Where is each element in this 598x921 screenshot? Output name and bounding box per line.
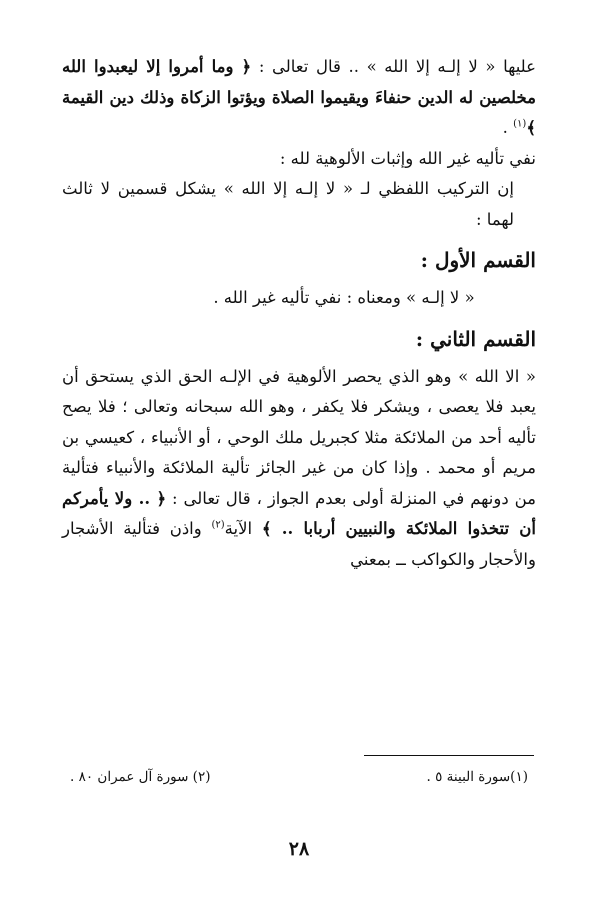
quran-verse-2: .. ولا يأمركم أن تتخذوا الملائكة والنبيين أربابا .. (62, 488, 536, 538)
paragraph-opening-end: . (502, 118, 514, 137)
quran-bracket-close: ﴾ (261, 519, 272, 538)
footnote-marker-1: (١) (513, 118, 527, 130)
footnote-divider (364, 755, 534, 756)
footnote-2: (٢) سورة آل عمران ٨٠ . (70, 769, 211, 785)
page-body (62, 52, 536, 575)
paragraph-opening (62, 52, 536, 144)
quran-bracket-open: ﴿ (241, 57, 252, 76)
page-number: ٢٨ (288, 838, 310, 860)
paragraph-structure: إن التركيب اللفظي لـ « لا إلـه إلا الله » يشكل قسمين لا ثالث لهما : (62, 179, 514, 229)
footnote-marker-2: (٢) (211, 519, 225, 531)
footnotes (62, 766, 536, 788)
footnote-1: (١)سورة البينة ٥ . (426, 769, 528, 785)
paragraph-part-two (62, 362, 536, 576)
quran-bracket-close: ﴾ (526, 118, 536, 137)
heading-part-one: القسم الأول : (420, 248, 536, 272)
quran-verse-1: وما أمروا إلا ليعبدوا الله مخلصين له الدين حنفاءَ ويقيموا الصلاة ويؤتوا الزكاة وذلك دين القيمة (62, 57, 536, 107)
paragraph-part-two-end: واذن فتألية الأشجار والأحجار والكواكب ــ بمعني (62, 519, 536, 569)
paragraph-opening-text: عليها « لا إلـه إلا الله » .. قال تعالى : (251, 57, 536, 76)
paragraph-part-two-text: « الا الله » وهو الذي يحصر الألوهية في الإلـه الحق الذي يستحق أن يعبد فلا يعصى ، ويشكر فلا يكفر ، وهو الله سبحانه وتعالى ؛ فلا يصح تأليه أحد من الملائكة مثلا كجبريل ملك الوحي ، أو الأنبياء ، كعيسي بن مريم أو محمد . وإذا كان من غير الجائز تألية الملائكة والأنبياء فتألية من دونهم في المنزلة أولى بعدم الجواز ، قال تعالى : (62, 366, 536, 508)
paragraph-part-one: « لا إلـه » ومعناه : نفي تأليه غير الله . (213, 288, 475, 307)
section-intro-line: نفي تأليه غير الله وإثبات الألوهية لله : (279, 148, 536, 168)
heading-part-two: القسم الثاني : (415, 326, 536, 351)
verse-tail: الآية (224, 519, 262, 538)
quran-bracket-open: ﴿ (156, 488, 167, 508)
